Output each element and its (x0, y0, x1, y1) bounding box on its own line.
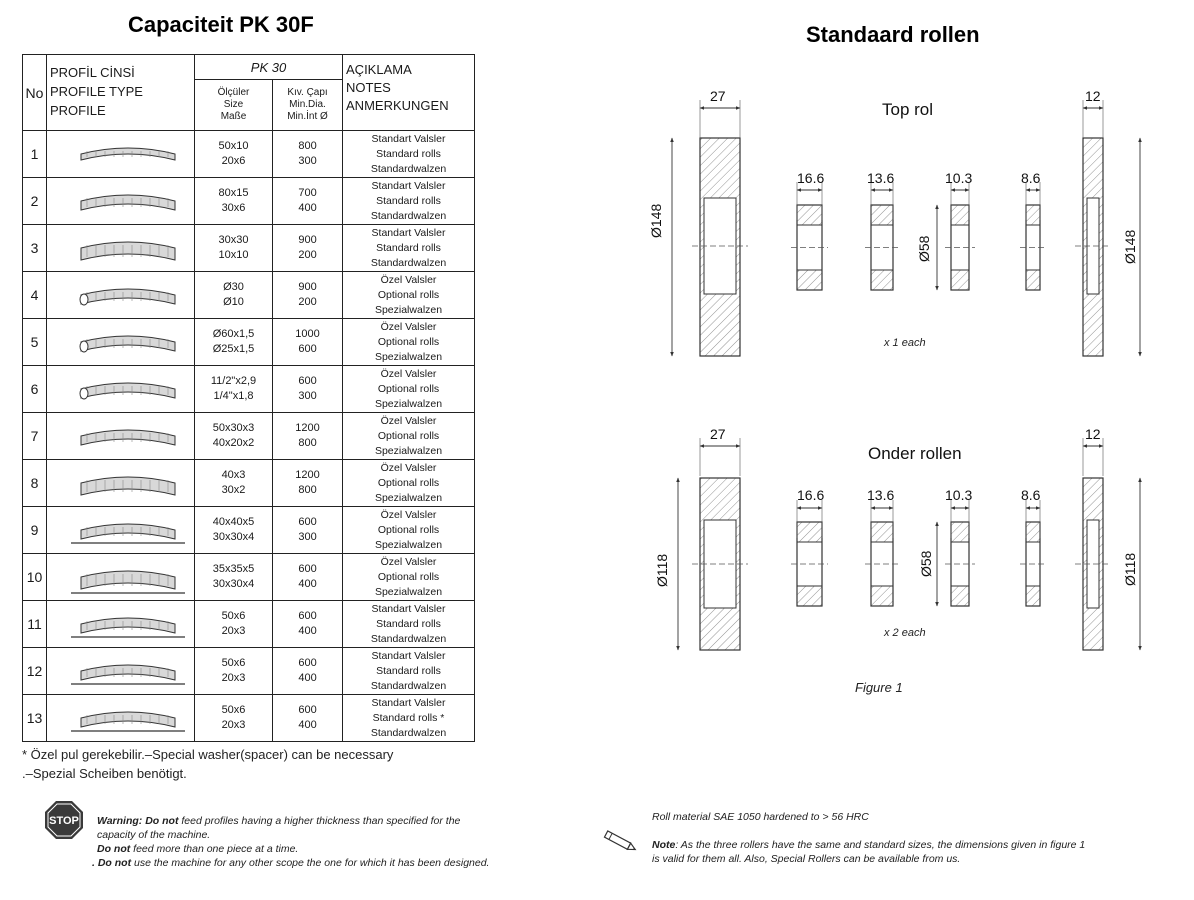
top-spacer-width-4: 8.6 (1021, 170, 1041, 186)
row-number: 8 (23, 460, 47, 507)
row-number: 12 (23, 648, 47, 695)
size-min: 30x2 (221, 484, 246, 496)
diameter-max: 600 (298, 375, 317, 387)
top-spacer-width-1: 16.6 (797, 170, 825, 186)
header-type-en: PROFILE TYPE (50, 84, 143, 99)
table-body (23, 131, 475, 742)
row-number: 3 (23, 225, 47, 272)
size-cell (195, 225, 273, 272)
size-max: 50x30x3 (212, 422, 255, 434)
bottom-spacer-3-bottom (951, 586, 969, 606)
top-spacer-1-top (797, 205, 822, 225)
size-cell (195, 601, 273, 648)
warning-line-4-bold: . Do not (92, 857, 132, 869)
bottom-diameter-left: Ø118 (654, 553, 670, 587)
diameter-min: 200 (298, 249, 317, 261)
diameter-min: 400 (298, 672, 317, 684)
note-tr: Standart Valsler (371, 179, 446, 192)
size-max: 40x3 (221, 469, 246, 481)
size-min: 20x3 (221, 672, 246, 684)
note-en: Optional rolls (377, 476, 440, 489)
footnote-washer-de: .–Spezial Scheiben benötigt. (22, 766, 187, 781)
size-max: Ø60x1,5 (212, 328, 255, 340)
bottom-spacer-4-bottom (1026, 586, 1040, 606)
min-diameter-cell (273, 460, 343, 507)
diameter-min: 400 (298, 578, 317, 590)
capacity-table (22, 54, 475, 742)
profile-angle-out-icon (47, 507, 195, 553)
top-diameter-left: Ø148 (648, 203, 664, 238)
bottom-spacer-2-bottom (871, 586, 893, 606)
profile-t-bar-flat-icon (47, 648, 195, 694)
notes-cell (343, 554, 475, 601)
warning-line-1-bold: Warning: Do not (97, 815, 179, 827)
size-cell (195, 507, 273, 554)
bottom-count: x 2 each (884, 627, 926, 639)
size-cell (195, 648, 273, 695)
warning-line-3-text: feed more than one piece at a time. (130, 843, 299, 855)
size-cell (195, 272, 273, 319)
bottom-spacer-2-top (871, 522, 893, 542)
profile-square-bar-icon (47, 225, 195, 271)
warning-line-1-text: feed profiles having a higher thickness than specified for the (178, 815, 461, 827)
warning-line-4 (92, 857, 489, 869)
roll-material: Roll material SAE 1050 hardened to > 56 HRC (652, 811, 869, 823)
diameter-min: 400 (298, 625, 317, 637)
note-tr: Özel Valsler (380, 367, 437, 380)
row-number: 4 (23, 272, 47, 319)
size-min: 30x30x4 (212, 531, 255, 543)
top-width-right: 12 (1085, 88, 1101, 104)
diameter-max: 900 (298, 281, 317, 293)
size-min: 30x30x4 (212, 578, 255, 590)
row-number: 1 (23, 131, 47, 178)
row-number: 2 (23, 178, 47, 225)
note-tr: Özel Valsler (380, 320, 437, 333)
row-number: 5 (23, 319, 47, 366)
pencil-icon (600, 828, 640, 856)
note-de: Standardwalzen (370, 726, 447, 739)
min-diameter-cell (273, 554, 343, 601)
note-en: Optional rolls (377, 335, 440, 348)
top-spacer-4-top (1026, 205, 1040, 225)
header-profile-type (47, 55, 195, 131)
diameter-max: 600 (298, 704, 317, 716)
note-de: Standardwalzen (370, 632, 447, 645)
notes-cell (343, 695, 475, 742)
diameter-max: 600 (298, 657, 317, 669)
table-row (23, 319, 475, 366)
profile-square-tube-icon (47, 460, 195, 506)
bottom-spacer-width-4: 8.6 (1021, 487, 1041, 503)
size-cell (195, 366, 273, 413)
profile-round-tube-icon (47, 319, 195, 365)
note-tr: Özel Valsler (380, 273, 437, 286)
size-max: 35x35x5 (212, 563, 255, 575)
note-en: Optional rolls (377, 523, 440, 536)
row-number: 13 (23, 695, 47, 742)
min-diameter-cell (273, 695, 343, 742)
profile-cell (47, 601, 195, 648)
table-row (23, 601, 475, 648)
notes-cell (343, 319, 475, 366)
notes-cell (343, 272, 475, 319)
bottom-spacer-width-1: 16.6 (797, 487, 825, 503)
top-spacer-2-bottom (871, 270, 893, 290)
table-row (23, 225, 475, 272)
size-min: 40x20x2 (212, 437, 255, 449)
bottom-diameter-right: Ø118 (1122, 552, 1138, 586)
header-size-en: Size (223, 99, 244, 110)
top-spacer-width-2: 13.6 (867, 170, 895, 186)
table-row (23, 413, 475, 460)
bottom-spacer-width-3: 10.3 (945, 487, 973, 503)
profile-cell (47, 507, 195, 554)
table-row (23, 507, 475, 554)
size-min: 30x6 (221, 202, 246, 214)
note-tr: Standart Valsler (371, 226, 446, 239)
size-cell (195, 178, 273, 225)
top-spacer-3-bottom (951, 270, 969, 290)
header-notes-tr: AÇIKLAMA (346, 62, 412, 77)
note-en: Standard rolls (376, 241, 441, 254)
bottom-spacer-width-2: 13.6 (867, 487, 895, 503)
profile-t-bar-in-icon (47, 695, 195, 741)
notes-cell (343, 413, 475, 460)
notes-cell (343, 601, 475, 648)
size-min: 10x10 (218, 249, 249, 261)
row-number: 11 (23, 601, 47, 648)
size-min: 20x6 (221, 155, 246, 167)
note-en: Optional rolls (377, 382, 440, 395)
top-inner-diameter: Ø58 (916, 235, 932, 262)
size-cell (195, 131, 273, 178)
warning-line-1 (97, 815, 460, 827)
header-dia-en: Min.Dia. (289, 99, 326, 110)
diameter-max: 1000 (295, 328, 320, 340)
table-row (23, 178, 475, 225)
diameter-min: 400 (298, 202, 317, 214)
note-de: Standardwalzen (370, 209, 447, 222)
size-max: 50x6 (221, 610, 246, 622)
warning-line-3-bold: Do not (97, 843, 131, 855)
top-width-left: 27 (710, 88, 726, 104)
header-type-de: PROFILE (50, 103, 106, 118)
min-diameter-cell (273, 131, 343, 178)
diameter-max: 1200 (295, 422, 320, 434)
header-notes-de: ANMERKUNGEN (346, 98, 449, 113)
size-max: 11/2"x2,9 (210, 375, 257, 387)
size-cell (195, 319, 273, 366)
diameter-max: 600 (298, 563, 317, 575)
profile-cell (47, 460, 195, 507)
min-diameter-cell (273, 319, 343, 366)
rollers-title: Standaard rollen (806, 22, 980, 47)
note-tr: Standart Valsler (371, 132, 446, 145)
top-spacer-1-bottom (797, 270, 822, 290)
note-bold: Note (652, 839, 676, 851)
header-model: PK 30 (195, 55, 343, 80)
row-number: 6 (23, 366, 47, 413)
top-spacer-4-bottom (1026, 270, 1040, 290)
header-size-de: Maße (220, 111, 247, 122)
row-number: 7 (23, 413, 47, 460)
top-spacer-3-top (951, 205, 969, 225)
diameter-max: 800 (298, 140, 317, 152)
diameter-min: 400 (298, 719, 317, 731)
min-diameter-cell (273, 648, 343, 695)
min-diameter-cell (273, 272, 343, 319)
size-min: 20x3 (221, 719, 246, 731)
table-row (23, 272, 475, 319)
note-de: Spezialwalzen (374, 444, 443, 457)
rollers-diagram (600, 60, 1194, 710)
note-tr: Standart Valsler (371, 696, 446, 709)
header-dia-de: Min.İnt Ø (287, 111, 328, 122)
profile-cell (47, 225, 195, 272)
diameter-min: 200 (298, 296, 317, 308)
size-max: 50x10 (218, 140, 249, 152)
note-line-1 (652, 838, 1085, 852)
diameter-min: 300 (298, 390, 317, 402)
size-max: 80x15 (218, 187, 249, 199)
header-size (195, 80, 273, 131)
profile-cell (47, 272, 195, 319)
note-tr: Özel Valsler (380, 508, 437, 521)
bottom-spacer-3-top (951, 522, 969, 542)
profile-flat-bar-edge-icon (47, 178, 195, 224)
stop-label: STOP (49, 815, 79, 827)
diameter-min: 800 (298, 484, 317, 496)
note-en: Standard rolls (376, 617, 441, 630)
diameter-min: 300 (298, 531, 317, 543)
figure-caption: Figure 1 (855, 680, 903, 695)
profile-rect-tube-icon (47, 413, 195, 459)
table-row (23, 366, 475, 413)
header-notes-en: NOTES (346, 80, 391, 95)
row-number: 10 (23, 554, 47, 601)
profile-angle-in-icon (47, 554, 195, 600)
profile-cell (47, 695, 195, 742)
warning-line-4-text: use the machine for any other scope the one for which it has been designed. (131, 857, 490, 869)
note-tr: Özel Valsler (380, 461, 437, 474)
diameter-max: 700 (298, 187, 317, 199)
note-de: Standardwalzen (370, 679, 447, 692)
note-tr: Özel Valsler (380, 555, 437, 568)
header-dia-tr: Kıv. Çapı (287, 87, 328, 98)
size-cell (195, 413, 273, 460)
bottom-roll-label: Onder rollen (868, 444, 962, 463)
table-row (23, 554, 475, 601)
profile-cell (47, 178, 195, 225)
profile-cell (47, 366, 195, 413)
min-diameter-cell (273, 225, 343, 272)
footnote-washer: * Özel pul gerekebilir.–Special washer(spacer) can be necessary (22, 747, 394, 762)
table-row (23, 648, 475, 695)
note-line-1-text: : As the three rollers have the same and standard sizes, the dimensions given in figure 1 (675, 839, 1086, 851)
profile-cell (47, 131, 195, 178)
notes-cell (343, 460, 475, 507)
size-min: Ø25x1,5 (212, 343, 255, 355)
diameter-min: 600 (298, 343, 317, 355)
notes-cell (343, 131, 475, 178)
note-tr: Özel Valsler (380, 414, 437, 427)
diagram-shapes (672, 100, 1140, 650)
note-de: Spezialwalzen (374, 491, 443, 504)
diameter-min: 300 (298, 155, 317, 167)
bottom-width-right: 12 (1085, 426, 1101, 442)
note-de: Spezialwalzen (374, 350, 443, 363)
top-spacer-2-top (871, 205, 893, 225)
diameter-max: 600 (298, 516, 317, 528)
size-cell (195, 460, 273, 507)
table-row (23, 460, 475, 507)
notes-cell (343, 225, 475, 272)
header-type-tr: PROFİL CİNSİ (50, 65, 135, 80)
diameter-min: 800 (298, 437, 317, 449)
diameter-max: 600 (298, 610, 317, 622)
profile-cell (47, 554, 195, 601)
notes-cell (343, 366, 475, 413)
min-diameter-cell (273, 601, 343, 648)
note-en: Optional rolls (377, 429, 440, 442)
note-de: Spezialwalzen (374, 585, 443, 598)
stop-sign-icon (44, 800, 84, 840)
note-line-2: is valid for them all. Also, Special Rollers can be available from us. (652, 853, 961, 865)
note-en: Standard rolls (376, 194, 441, 207)
note-tr: Standart Valsler (371, 602, 446, 615)
min-diameter-cell (273, 413, 343, 460)
size-min: 20x3 (221, 625, 246, 637)
table-header-row (23, 55, 475, 80)
profile-cell (47, 319, 195, 366)
profile-cell (47, 413, 195, 460)
note-de: Spezialwalzen (374, 538, 443, 551)
note-en: Standard rolls * (372, 711, 445, 724)
top-roll-label: Top rol (882, 100, 934, 119)
profile-cell (47, 648, 195, 695)
notes-cell (343, 507, 475, 554)
note-de: Standardwalzen (370, 162, 447, 175)
note-de: Standardwalzen (370, 256, 447, 269)
size-min: Ø10 (223, 296, 244, 308)
diameter-max: 900 (298, 234, 317, 246)
size-max: 50x6 (221, 704, 246, 716)
table-title: Capaciteit PK 30F (128, 12, 314, 37)
size-max: 30x30 (218, 234, 249, 246)
top-diameter-right: Ø148 (1122, 229, 1138, 264)
header-no: No (23, 55, 47, 131)
notes-cell (343, 648, 475, 695)
note-en: Standard rolls (376, 664, 441, 677)
notes-cell (343, 178, 475, 225)
note-en: Optional rolls (377, 570, 440, 583)
warning-line-3 (97, 843, 298, 855)
profile-round-bar-icon (47, 272, 195, 318)
size-min: 1/4"x1,8 (213, 390, 254, 402)
top-count: x 1 each (884, 337, 926, 349)
min-diameter-cell (273, 507, 343, 554)
profile-flat-bar-icon (47, 131, 195, 177)
note-en: Optional rolls (377, 288, 440, 301)
bottom-inner-diameter: Ø58 (918, 550, 934, 577)
bottom-spacer-1-bottom (797, 586, 822, 606)
header-min-dia (273, 80, 343, 131)
size-max: 40x40x5 (212, 516, 255, 528)
min-diameter-cell (273, 366, 343, 413)
size-cell (195, 554, 273, 601)
bottom-spacer-1-top (797, 522, 822, 542)
size-cell (195, 695, 273, 742)
row-number: 9 (23, 507, 47, 554)
header-size-tr: Ölçüler (217, 87, 250, 98)
header-notes (343, 55, 475, 131)
note-en: Standard rolls (376, 147, 441, 160)
note-de: Spezialwalzen (374, 303, 443, 316)
note-tr: Standart Valsler (371, 649, 446, 662)
note-de: Spezialwalzen (374, 397, 443, 410)
table-row (23, 131, 475, 178)
profile-t-bar-icon (47, 601, 195, 647)
table-row (23, 695, 475, 742)
size-max: 50x6 (221, 657, 246, 669)
warning-line-2: capacity of the machine. (97, 829, 211, 841)
top-spacer-width-3: 10.3 (945, 170, 973, 186)
bottom-spacer-4-top (1026, 522, 1040, 542)
profile-pipe-icon (47, 366, 195, 412)
diameter-max: 1200 (295, 469, 320, 481)
size-max: Ø30 (223, 281, 244, 293)
min-diameter-cell (273, 178, 343, 225)
bottom-width-left: 27 (710, 426, 726, 442)
